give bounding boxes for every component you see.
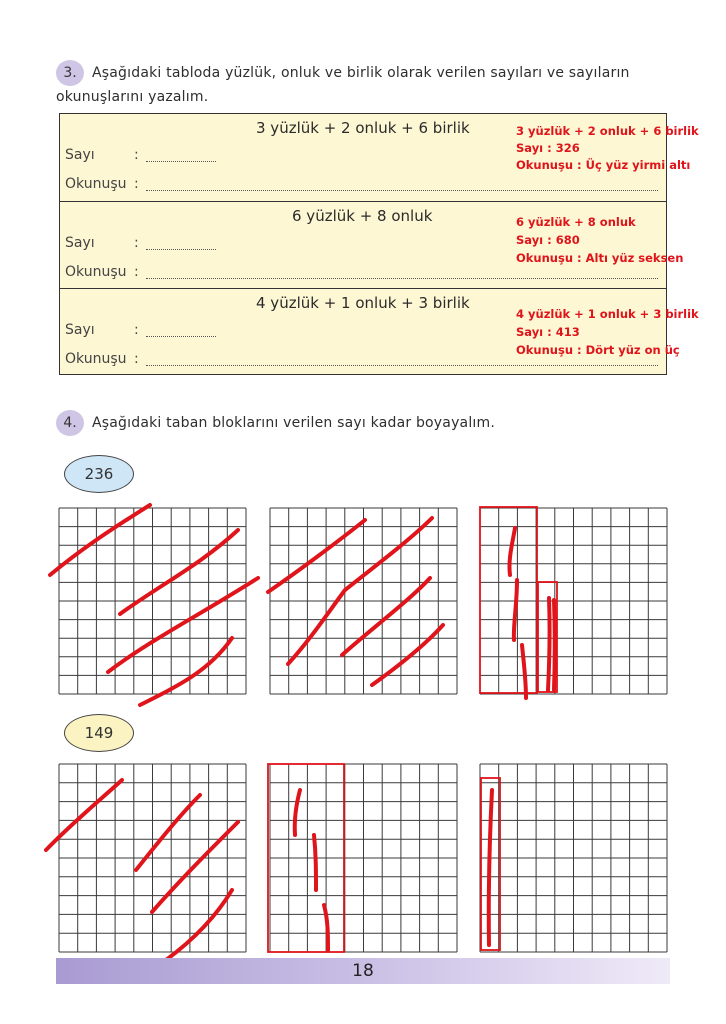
base-block-grid[interactable]: [480, 508, 667, 694]
crayon-stroke: [108, 578, 258, 672]
answer-row1-line1: 3 yüzlük + 2 onluk + 6 birlik: [516, 124, 699, 138]
crayon-stroke: [314, 835, 316, 890]
colon: :: [134, 264, 139, 280]
crayon-stroke: [489, 790, 492, 945]
question-4-instruction: Aşağıdaki taban bloklarını verilen sayı kadar boyayalım.: [92, 415, 496, 431]
row-heading: 6 yüzlük + 8 onluk: [292, 207, 433, 225]
hundred-block-highlight: [480, 507, 537, 693]
crayon-stroke: [295, 790, 300, 835]
question-4-number: 4.: [56, 410, 84, 436]
crayon-stroke: [548, 598, 550, 690]
crayon-stroke: [166, 890, 232, 960]
colon: :: [134, 235, 139, 251]
crayon-stroke: [268, 520, 365, 592]
answer-row3-line2: Sayı : 413: [516, 325, 580, 339]
colon: :: [134, 176, 139, 192]
answer-row1-line2: Sayı : 326: [516, 141, 580, 155]
question-3-instruction-line1: Aşağıdaki tabloda yüzlük, onluk ve birlik olarak verilen sayıları ve sayıların: [92, 65, 630, 81]
page-number: 18: [352, 961, 374, 981]
base-block-grid[interactable]: [59, 764, 246, 952]
row-heading: 3 yüzlük + 2 onluk + 6 birlik: [256, 119, 470, 137]
crayon-stroke: [140, 638, 232, 705]
number-oval-149: 149: [64, 714, 134, 752]
colon: :: [134, 147, 139, 163]
crayon-stroke: [324, 905, 328, 950]
label-sayi: Sayı: [65, 322, 95, 338]
label-okunusu: Okunuşu: [65, 264, 127, 280]
crayon-stroke: [342, 578, 430, 655]
label-okunusu: Okunuşu: [65, 351, 127, 367]
answer-row3-line1: 4 yüzlük + 1 onluk + 3 birlik: [516, 307, 699, 321]
crayon-stroke: [522, 645, 526, 698]
answer-row2-line2: Sayı : 680: [516, 233, 580, 247]
base-block-grid[interactable]: [270, 508, 457, 694]
base-block-grid[interactable]: [480, 764, 667, 952]
label-sayi: Sayı: [65, 235, 95, 251]
crayon-stroke: [50, 505, 150, 575]
answer-row1-line3: Okunuşu : Üç yüz yirmi altı: [516, 158, 691, 172]
label-sayi: Sayı: [65, 147, 95, 163]
label-okunusu: Okunuşu: [65, 176, 127, 192]
answer-row3-line3: Okunuşu : Dört yüz on üç: [516, 343, 680, 357]
crayon-stroke: [514, 580, 517, 640]
crayon-stroke: [509, 528, 515, 575]
question-3-instruction-line2: okunuşlarını yazalım.: [56, 89, 209, 105]
answer-row2-line3: Okunuşu : Altı yüz seksen: [516, 251, 684, 265]
crayon-stroke: [554, 600, 555, 690]
colon: :: [134, 322, 139, 338]
colon: :: [134, 351, 139, 367]
row-heading: 4 yüzlük + 1 onluk + 3 birlik: [256, 294, 470, 312]
number-oval-236: 236: [64, 455, 134, 493]
question-3-number: 3.: [56, 60, 84, 86]
footer-bar: [56, 958, 670, 984]
answer-row2-line1: 6 yüzlük + 8 onluk: [516, 215, 636, 229]
